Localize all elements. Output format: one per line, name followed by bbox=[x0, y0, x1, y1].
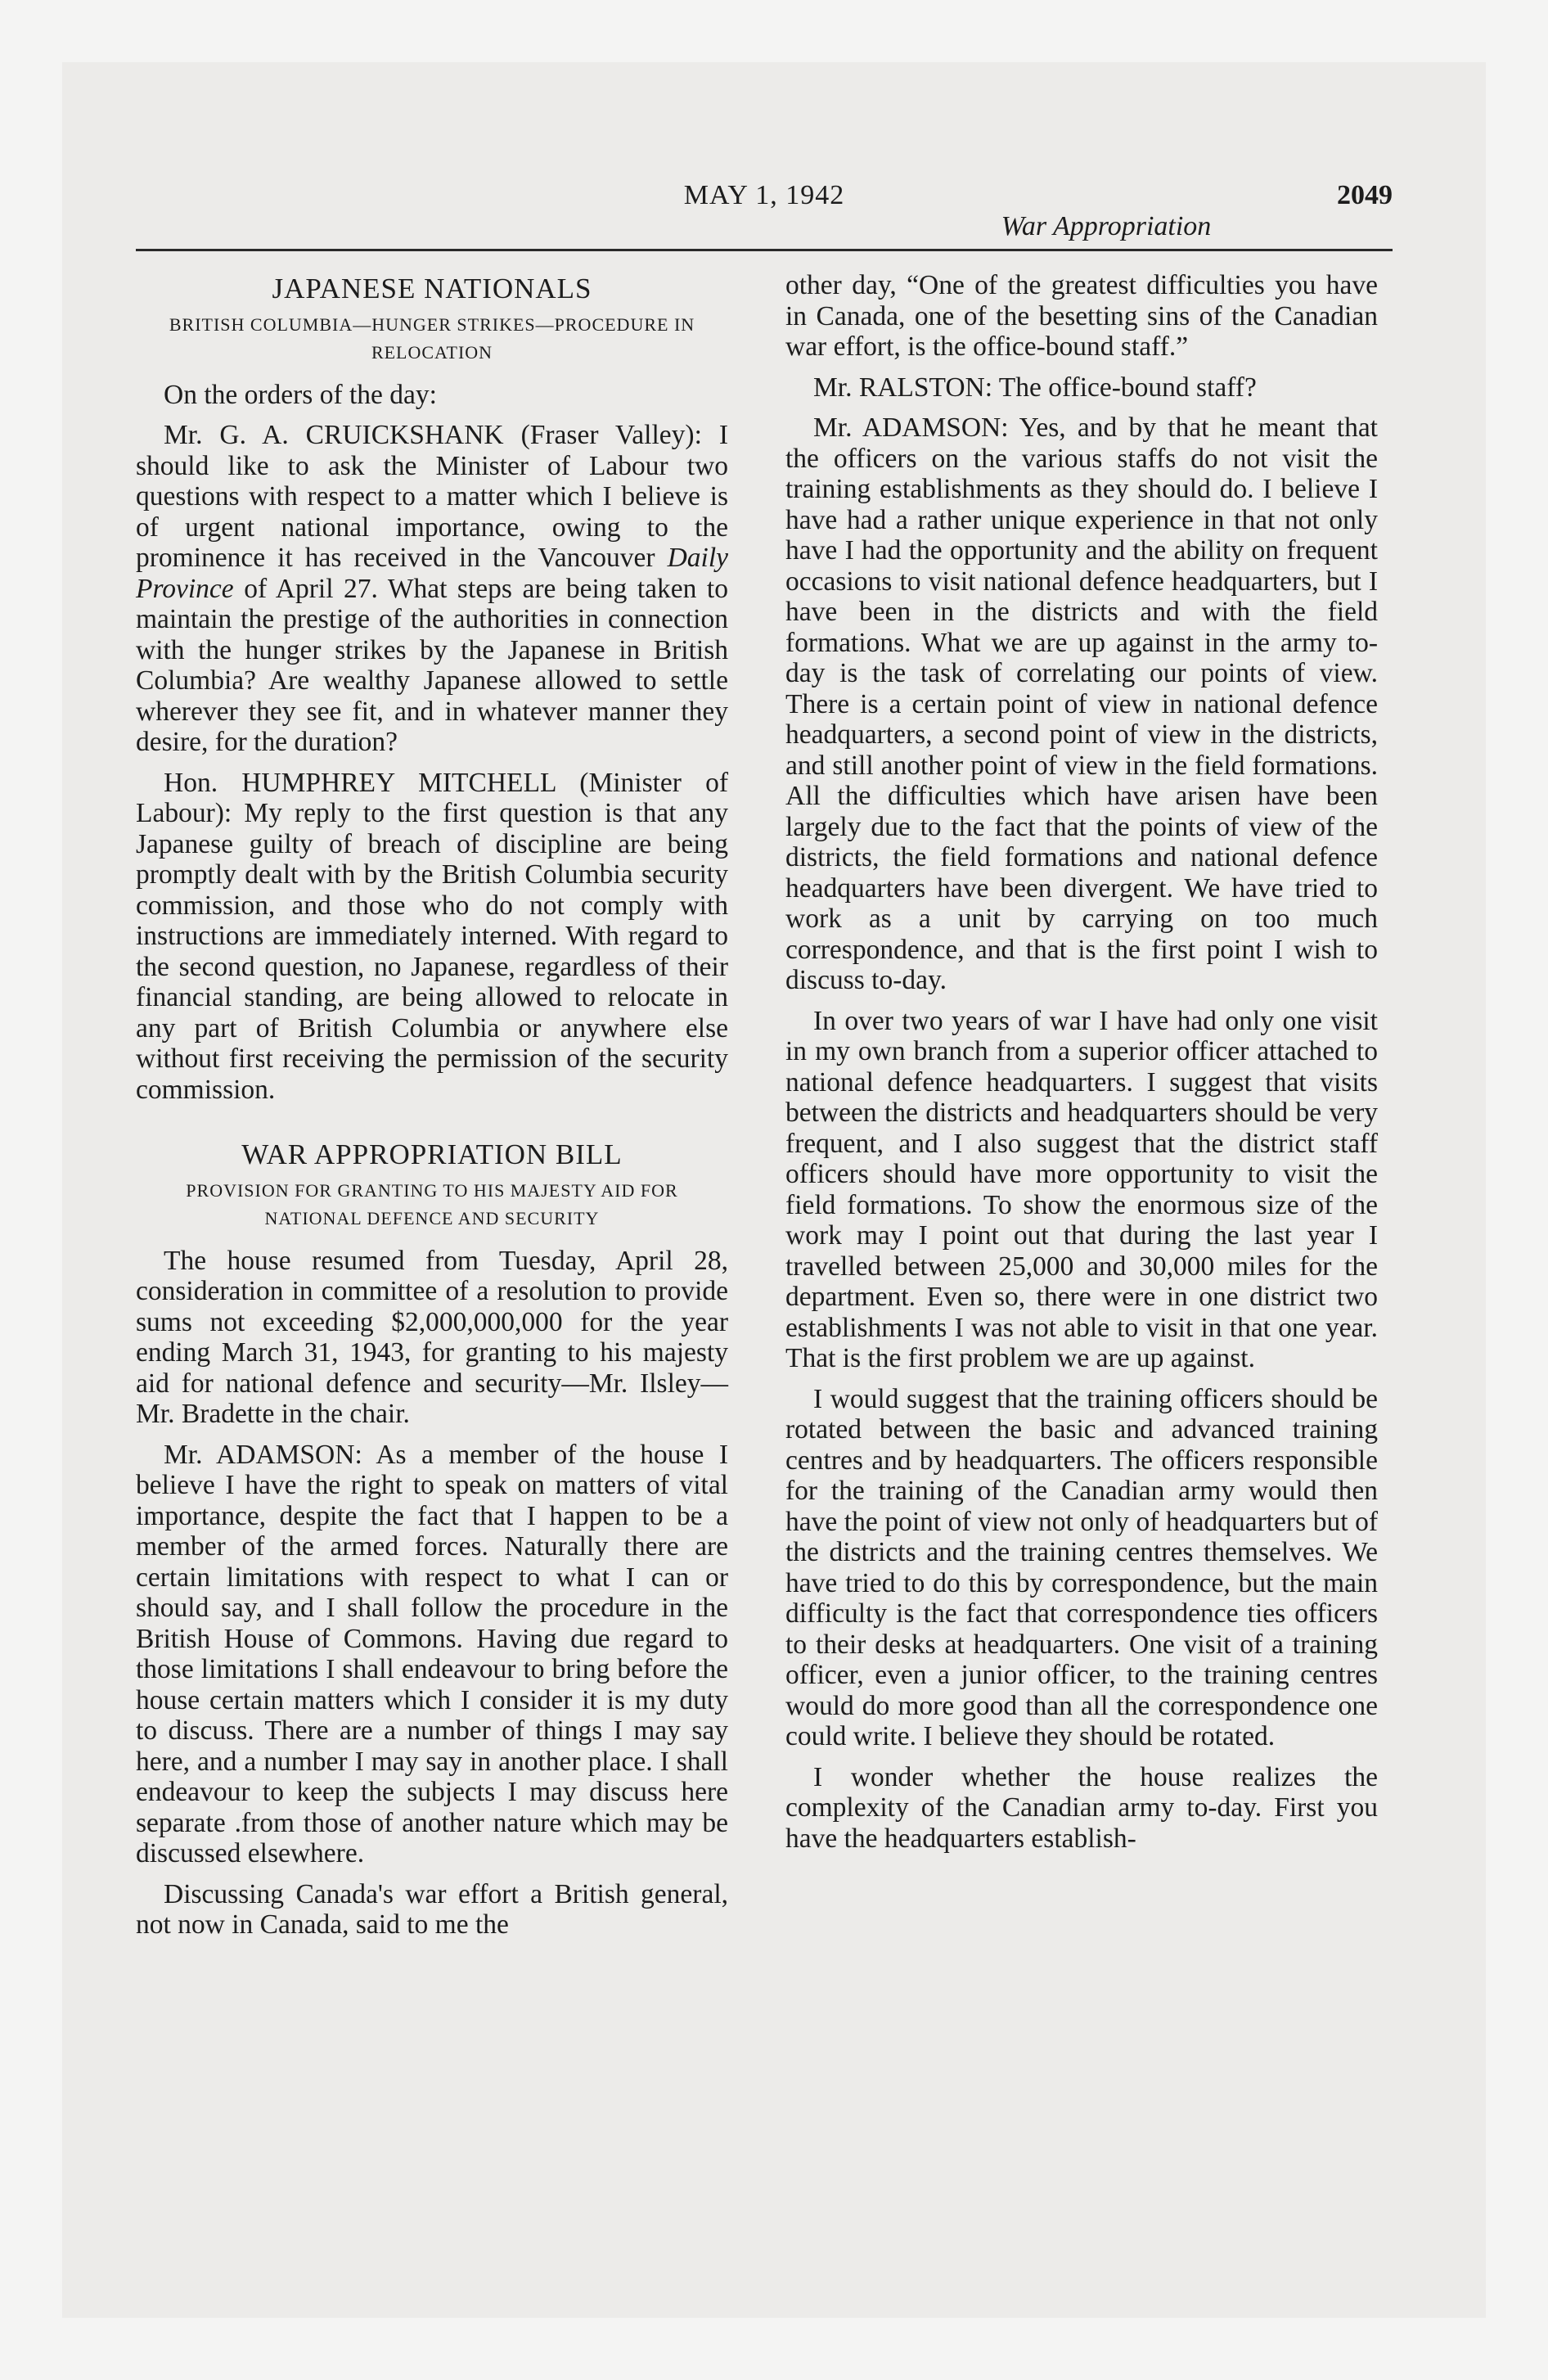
newspaper-title: Daily Province bbox=[136, 543, 728, 604]
text-run: Mr. G. A. CRUICKSHANK (Fraser Valley): I should like to ask the Minister of Labour two questions with respect to a matter which I believe is of urgent national importance, owing to the prominence it has received in the Vancouver bbox=[136, 420, 728, 573]
page-number: 2049 bbox=[1337, 180, 1393, 210]
paragraph-continued: other day, “One of the greatest difficulties you have in Canada, one of the besetting sins of the Canadian war effort, is the office-bound staff.” bbox=[785, 270, 1378, 362]
section-heading-war-appropriation: WAR APPROPRIATION BILL bbox=[241, 1138, 623, 1170]
section-subheading-relocation: BRITISH COLUMBIA—HUNGER STRIKES—PROCEDURE IN RELOCATION bbox=[169, 313, 695, 363]
paragraph-house-resumed: The house resumed from Tuesday, April 28, consideration in committee of a resolution to provide sums not exceeding $2,000,000,000 for the year ending March 31, 1943, for granting to his majesty aid for national defence and security—Mr. Ilsley—Mr. Bradette in the chair. bbox=[136, 1245, 728, 1429]
paragraph-discussing: Discussing Canada's war effort a British general, not now in Canada, said to me the bbox=[136, 1878, 728, 1940]
paragraph-adamson: Mr. ADAMSON: As a member of the house I believe I have the right to speak on matters of vital importance, despite the fact that I happen to be a member of the armed forces. Naturally there are certain limitations with respect to what I can or should say, and I shall follow the procedure in the British House of Commons. Having due regard to those limitations I shall endeavour to bring before the house certain matters which I consider it is my duty to discuss. There are a number of things I may say here, and a number I may say in another place. I shall endeavour to keep the subjects I may discuss here separate .from those of another nature which may be discussed elsewhere. bbox=[136, 1439, 728, 1868]
right-column bbox=[785, 270, 1378, 1864]
paragraph-ralston: Mr. RALSTON: The office-bound staff? bbox=[813, 372, 1257, 403]
paragraph-orders: On the orders of the day: bbox=[164, 379, 437, 410]
paragraph-adamson-reply: Mr. ADAMSON: Yes, and by that he meant that the officers on the various staffs do not visit the training establishments as they should do. I believe I have had a rather unique experience in that not only have I had the opportunity and the ability on frequent occasions to visit national defence headquarters, but I have been in the districts and with the field formations. What we are up against in the army to-day is the task of correlating our points of view. There is a certain point of view in national defence headquarters, a second point of view in the districts, and still another point of view in the field formations. All the difficulties which have arisen have been largely due to the fact that the points of view of the districts, the field formations and national defence headquarters have been divergent. We have tried to work as a unit by carrying on too much correspondence, and that is the first point I wish to discuss to-day. bbox=[785, 412, 1378, 995]
paragraph-complexity: I wonder whether the house realizes the complexity of the Canadian army to-day. First you have the headquarters establish- bbox=[785, 1761, 1378, 1854]
paragraph-rotation: I would suggest that the training officers should be rotated between the basic and advanced training centres and by headquarters. The officers responsible for the training of the Canadian army would then have the point of view not only of headquarters but of the districts and the training centres themselves. We have tried to do this by correspondence, but the main difficulty is the fact that correspondence ties officers to their desks at headquarters. One visit of a training officer, even a junior officer, to the training centres would do more good than all the correspondence one could write. I believe they should be rotated. bbox=[785, 1383, 1378, 1751]
paragraph-two-years: In over two years of war I have had only one visit in my own branch from a superior officer attached to national defence headquarters. I suggest that visits between the districts and headquarters should be very frequent, and I also suggest that the district staff officers should have more opportunity to visit the field formations. To show the enormous size of the work may I point out that during the last year I travelled between 25,000 and 30,000 miles for the department. Even so, there were in one district two establishments I was not able to visit in that one year. That is the first problem we are up against. bbox=[785, 1005, 1378, 1373]
paragraph-mitchell: Hon. HUMPHREY MITCHELL (Minister of Labour): My reply to the first question is that any Japanese guilty of breach of discipline are being promptly dealt with by the British Columbia security commission, and those who do not comply with instructions are immediately interned. With regard to the second question, no Japanese, regardless of their financial standing, are being allowed to relocate in any part of British Columbia or anywhere else without first receiving the permission of the security commission. bbox=[136, 767, 728, 1105]
spacer bbox=[136, 1115, 728, 1136]
text-run: of April 27. What steps are being taken to maintain the prestige of the authorities in connection with the hunger strikes by the Japanese in British Columbia? Are wealthy Japanese allowed to settle wherever they see fit, and in whatever manner they desire, for the duration? bbox=[136, 573, 728, 757]
page-date: MAY 1, 1942 bbox=[683, 180, 845, 210]
paragraph-cruickshank bbox=[136, 420, 728, 758]
section-heading-japanese-nationals: JAPANESE NATIONALS bbox=[272, 273, 592, 304]
running-title: War Appropriation bbox=[1001, 211, 1212, 241]
header-rule bbox=[136, 249, 1393, 251]
section-subheading-provision: PROVISION FOR GRANTING TO HIS MAJESTY AID FOR NATIONAL DEFENCE AND SECURITY bbox=[186, 1179, 678, 1228]
page-header bbox=[136, 172, 1393, 246]
left-column bbox=[136, 270, 728, 1950]
